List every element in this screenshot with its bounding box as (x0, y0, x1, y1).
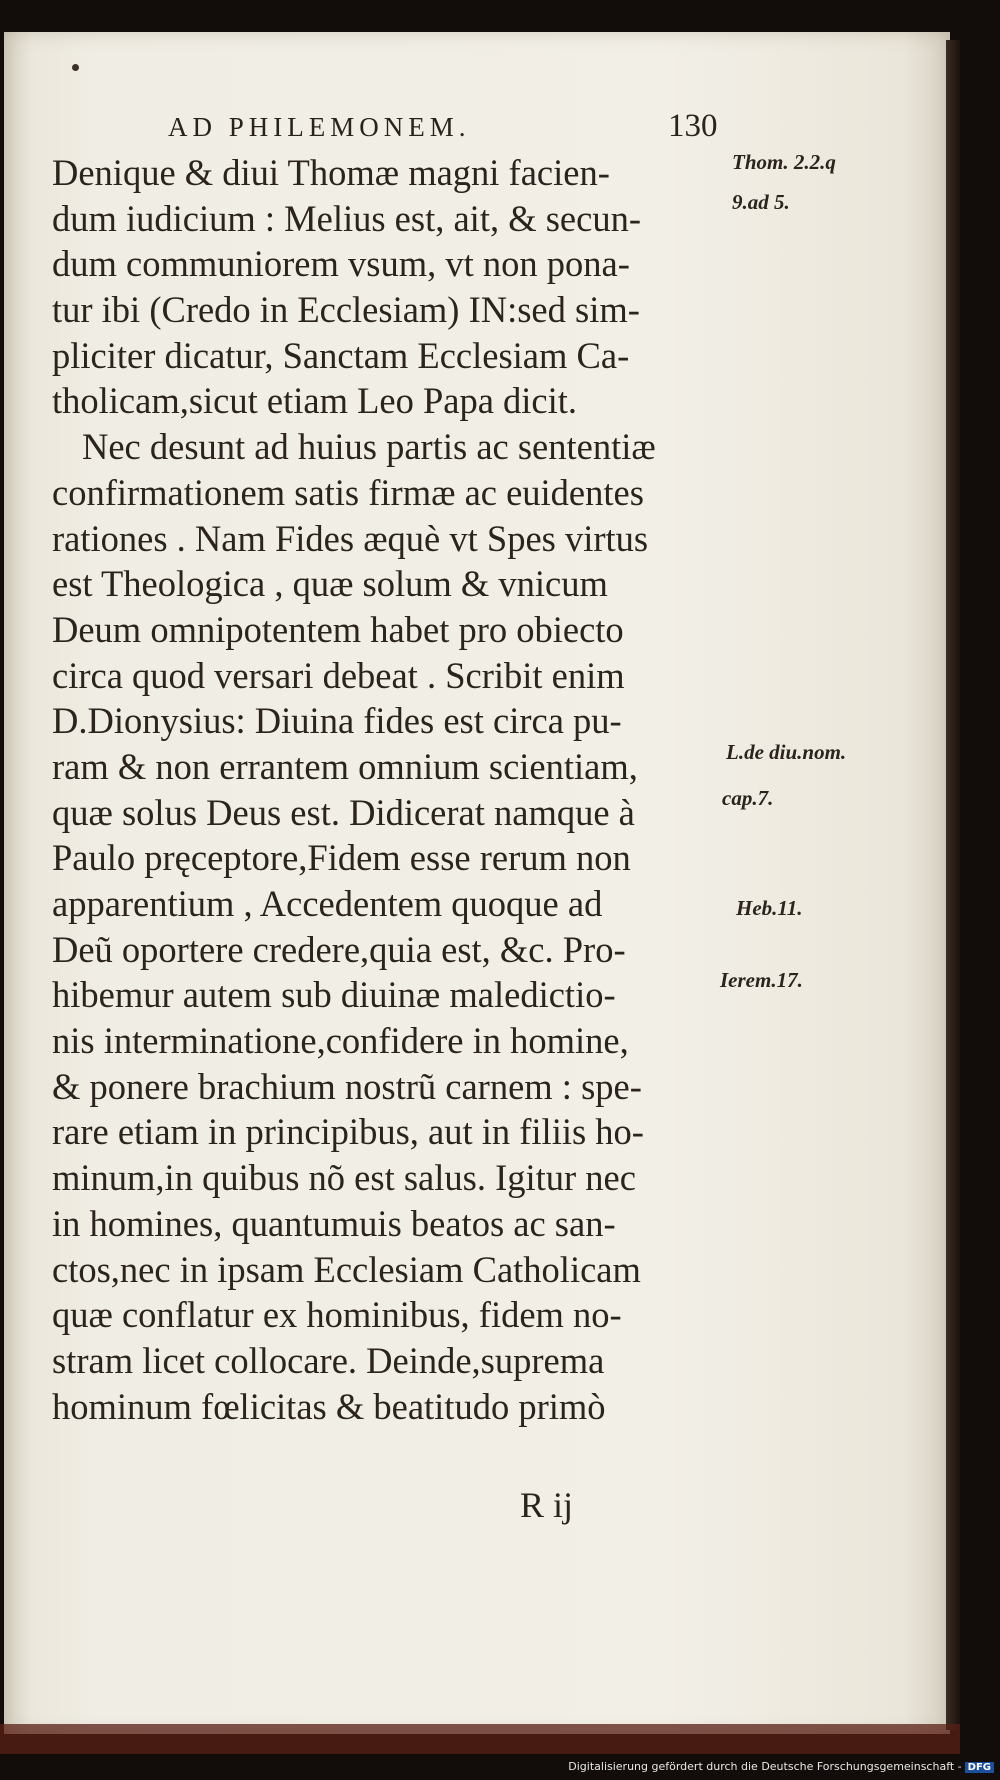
signature-mark: R ij (520, 1485, 574, 1525)
text-line: nis interminatione,confidere in homine, (52, 1020, 629, 1062)
dfg-logo: DFG (965, 1762, 994, 1773)
text-line: Deũ oportere credere,quia est, &c. Pro- (52, 928, 626, 970)
margin-note: Ierem.17. (720, 968, 803, 992)
text-line: ctos,nec in ipsam Ecclesiam Catholicam (52, 1248, 641, 1290)
text-line: stram licet collocare. Deinde,suprema (52, 1339, 605, 1381)
text-line: ram & non errantem omnium scientiam, (52, 745, 638, 787)
text-line: tur ibi (Credo in Ecclesiam) IN:sed sim- (52, 289, 640, 331)
text-line: dum communiorem vsum, vt non pona- (52, 243, 630, 285)
ink-dot (72, 64, 79, 71)
margin-note: Heb.11. (736, 896, 803, 920)
text-line: Denique & diui Thomæ magni facien- (52, 152, 610, 193)
text-line: est Theologica , quæ solum & vnicum (52, 563, 608, 605)
text-line: Nec desunt ad huius partis ac sententiæ (82, 426, 656, 468)
binding-edge (0, 1724, 960, 1754)
text-line: D.Dionysius: Diuina fides est circa pu- (52, 700, 622, 742)
text-line: rationes . Nam Fides æquè vt Spes virtus (52, 517, 649, 559)
running-head: AD PHILEMONEM. (168, 112, 471, 142)
text-line: & ponere brachium nostrũ carnem : spe- (52, 1065, 642, 1107)
margin-note: L.de diu.nom. (726, 740, 847, 764)
text-line: rare etiam in principibus, aut in filiis ho- (52, 1111, 644, 1153)
text-line: dum iudicium : Melius est, ait, & secun- (52, 197, 641, 239)
text-line: pliciter dicatur, Sanctam Ecclesiam Ca- (52, 334, 630, 376)
margin-note: Thom. 2.2.q (732, 150, 836, 174)
text-line: tholicam,sicut etiam Leo Papa dicit. (52, 380, 578, 422)
text-line: quæ conflatur ex hominibus, fidem no- (52, 1294, 622, 1336)
text-line: Deum omnipotentem habet pro obiecto (52, 608, 624, 650)
text-line: in homines, quantumuis beatos ac san- (52, 1202, 616, 1244)
text-line: Paulo pręceptore,Fidem esse rerum non (52, 837, 631, 879)
text-line: minum,in quibus nõ est salus. Igitur nec (52, 1157, 636, 1199)
text-line: hibemur autem sub diuinæ maledictio- (52, 974, 616, 1016)
text-line: apparentium , Accedentem quoque ad (52, 883, 603, 924)
page-number: 130 (668, 108, 718, 144)
page-edge (946, 40, 960, 1730)
text-line: circa quod versari debeat . Scribit enim (52, 654, 625, 696)
text-line: confirmationem satis firmæ ac euidentes (52, 471, 644, 513)
margin-note: 9.ad 5. (732, 190, 790, 214)
body-text (52, 150, 732, 1429)
credit-text: Digitalisierung gefördert durch die Deutsche Forschungsgemeinschaft - (568, 1760, 962, 1773)
margin-note: cap.7. (722, 786, 774, 810)
digitization-credit (568, 1760, 994, 1773)
text-line: hominum fœlicitas & beatitudo primò (52, 1385, 606, 1427)
text-line: quæ solus Deus est. Didicerat namque à (52, 791, 635, 833)
